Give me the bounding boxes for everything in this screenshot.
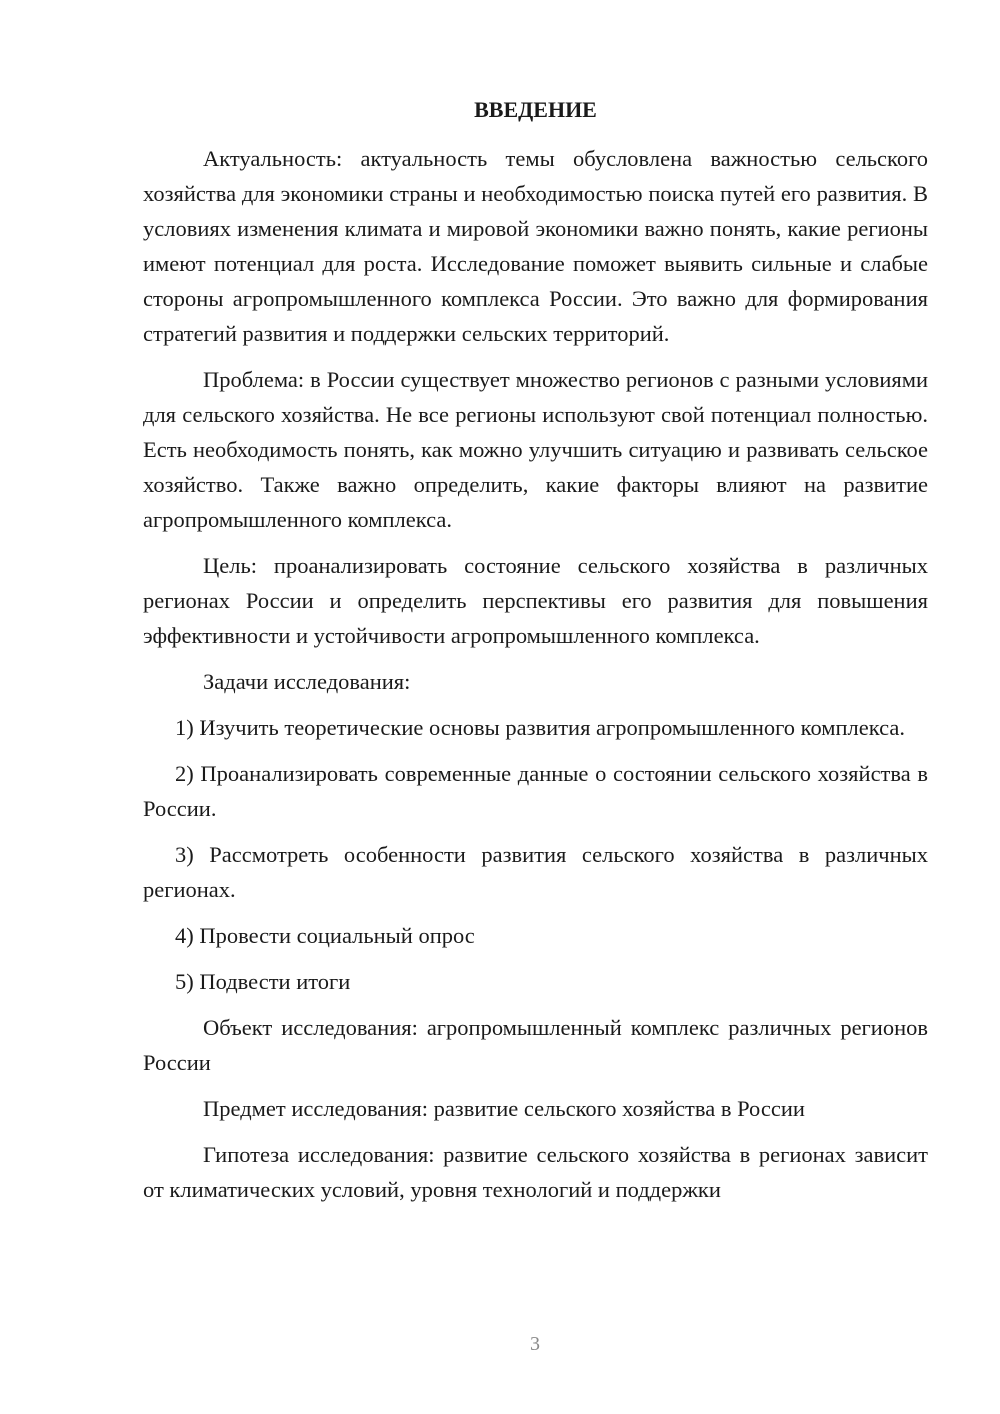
page-number: 3: [530, 1333, 540, 1355]
object-paragraph: Объект исследования: агропромышленный комплекс различных регионов России: [143, 1015, 928, 1075]
subject-paragraph: Предмет исследования: развитие сельского хозяйства в России: [203, 1096, 805, 1121]
hypothesis-paragraph: Гипотеза исследования: развитие сельского хозяйства в регионах зависит от климатических условий, уровня технологий и поддержки: [143, 1142, 928, 1202]
task-item-4: 4) Провести социальный опрос: [175, 923, 475, 948]
tasks-title: Задачи исследования:: [203, 669, 411, 694]
page-content: [143, 95, 928, 1218]
goal-paragraph: Цель: проанализировать состояние сельского хозяйства в различных регионах России и определить перспективы его развития для повышения эффективности и устойчивости агропромышленного комплекса.: [143, 553, 928, 648]
task-item-3: 3) Рассмотреть особенности развития сельского хозяйства в различных регионах.: [143, 842, 928, 902]
section-heading: ВВЕДЕНИЕ: [474, 97, 597, 122]
problem-paragraph: Проблема: в России существует множество регионов с разными условиями для сельского хозяйства. Не все регионы используют свой потенциал полностью. Есть необходимость понять, как можно улучшить ситуацию и развивать сельское хозяйство. Также важно определить, какие факторы влияют на развитие агропромышленного комплекса.: [143, 367, 928, 532]
relevance-paragraph: Актуальность: актуальность темы обусловлена важностью сельского хозяйства для экономики страны и необходимостью поиска путей его развития. В условиях изменения климата и мировой экономики важно понять, какие регионы имеют потенциал для роста. Исследование поможет выявить сильные и слабые стороны агропромышленного комплекса России. Это важно для формирования стратегий развития и поддержки сельских территорий.: [143, 146, 928, 346]
task-item-2: 2) Проанализировать современные данные о состоянии сельского хозяйства в России.: [143, 761, 928, 821]
task-item-1: 1) Изучить теоретические основы развития агропромышленного комплекса.: [175, 715, 906, 740]
task-item-5: 5) Подвести итоги: [175, 969, 351, 994]
